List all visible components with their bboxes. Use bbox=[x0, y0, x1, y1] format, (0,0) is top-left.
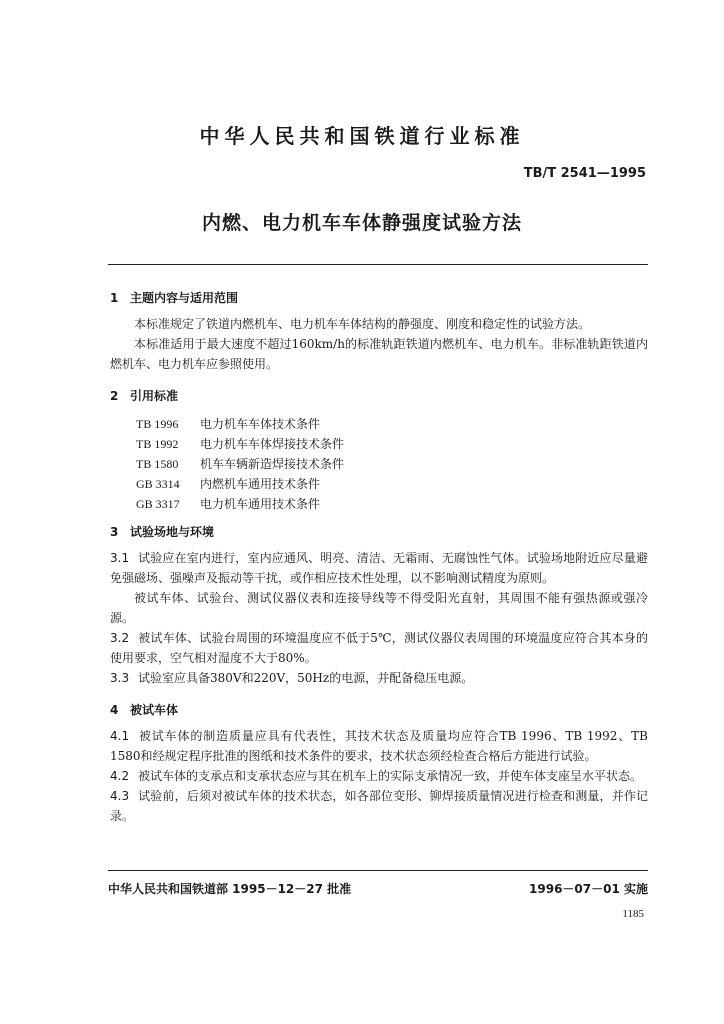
section-title: 主题内容与适用范围 bbox=[130, 291, 239, 305]
clause-4-2 bbox=[110, 766, 648, 786]
clause-text: 试验室应具备380V和220V，50Hz的电源，并配备稳压电源。 bbox=[138, 671, 474, 685]
section-number: 3 bbox=[110, 525, 119, 539]
clause-text: 试验前，后须对被试车体的技术状态，如各部位变形、铆焊接质量情况进行检查和测量，并作记录。 bbox=[110, 789, 648, 823]
reference-list bbox=[136, 414, 648, 514]
standard-number: TB/T 2541—1995 bbox=[523, 166, 646, 181]
reference-item bbox=[136, 434, 648, 454]
reference-item bbox=[136, 454, 648, 474]
section-number: 2 bbox=[110, 389, 119, 403]
clause-number: 4.3 bbox=[110, 789, 130, 803]
approval-line: 中华人民共和国铁道部 1995－12－27 批准 bbox=[108, 882, 352, 896]
reference-item bbox=[136, 474, 648, 494]
clause-3-1-paragraph-2: 被试车体、试验台、测试仪器仪表和连接导线等不得受阳光直射，其周围不能有强热源或强冷源。 bbox=[110, 591, 648, 625]
page-number: 1185 bbox=[622, 908, 644, 920]
document-title: 内燃、电力机车车体静强度试验方法 bbox=[201, 212, 522, 234]
implementation-date: 1996－07－01 实施 bbox=[529, 882, 648, 896]
section-1-paragraph-2: 本标准适用于最大速度不超过160km/h的标准轨距铁道内燃机车、电力机车。非标准轨距铁道内燃机车、电力机车应参照使用。 bbox=[110, 337, 648, 371]
section-number: 4 bbox=[110, 703, 119, 717]
clause-text: 被试车体、试验台周围的环境温度应不低于5℃，测试仪器仪表周围的环境温度应符合其本身的使用要求，空气相对湿度不大于80%。 bbox=[110, 631, 648, 665]
reference-code: GB 3314 bbox=[136, 477, 180, 491]
clause-3-2 bbox=[110, 628, 648, 668]
clause-text: 被试车体的支承点和支承状态应与其在机车上的实际支承情况一致，并使车体支座呈水平状态。 bbox=[138, 769, 643, 783]
clause-text: 试验应在室内进行，室内应通风、明亮、清洁、无霜雨、无腐蚀性气体。试验场地附近应尽量避免强磁场、强噪声及振动等干扰，或作相应技术性处理，以不影响测试精度为原则。 bbox=[110, 551, 648, 585]
clause-4-1 bbox=[110, 726, 648, 766]
clause-number: 3.2 bbox=[110, 631, 130, 645]
reference-title: 电力机车通用技术条件 bbox=[200, 497, 321, 511]
reference-code: TB 1580 bbox=[136, 457, 179, 471]
clause-4-3 bbox=[110, 786, 648, 826]
section-1-paragraph-1: 本标准规定了铁道内燃机车、电力机车车体结构的静强度、刚度和稳定性的试验方法。 bbox=[134, 317, 591, 331]
top-divider bbox=[108, 264, 648, 265]
section-number: 1 bbox=[110, 291, 119, 305]
clause-3-3 bbox=[110, 668, 648, 688]
section-1-heading bbox=[110, 288, 648, 308]
reference-code: GB 3317 bbox=[136, 497, 180, 511]
document-body bbox=[110, 288, 648, 826]
section-title: 试验场地与环境 bbox=[130, 525, 215, 539]
section-4-heading bbox=[110, 700, 648, 720]
reference-title: 电力机车车体技术条件 bbox=[200, 417, 321, 431]
reference-title: 机车车辆新造焊接技术条件 bbox=[200, 457, 345, 471]
reference-title: 内燃机车通用技术条件 bbox=[200, 477, 321, 491]
reference-item bbox=[136, 494, 648, 514]
reference-code: TB 1992 bbox=[136, 437, 179, 451]
clause-number: 3.1 bbox=[110, 551, 130, 565]
reference-code: TB 1996 bbox=[136, 417, 179, 431]
clause-3-1 bbox=[110, 548, 648, 588]
clause-number: 3.3 bbox=[110, 671, 130, 685]
section-2-heading bbox=[110, 386, 648, 406]
section-title: 引用标准 bbox=[130, 389, 179, 403]
clause-text: 被试车体的制造质量应具有代表性，其技术状态及质量均应符合TB 1996、TB 1992、TB 1580和经规定程序批准的图纸和技术条件的要求，技术状态须经检查合格后方能进行试验。 bbox=[110, 729, 648, 763]
reference-title: 电力机车车体焊接技术条件 bbox=[200, 437, 345, 451]
clause-number: 4.1 bbox=[110, 729, 130, 743]
bottom-divider bbox=[108, 870, 648, 871]
reference-item bbox=[136, 414, 648, 434]
clause-number: 4.2 bbox=[110, 769, 130, 783]
section-title: 被试车体 bbox=[130, 703, 179, 717]
org-title: 中华人民共和国铁道行业标准 bbox=[199, 124, 525, 148]
section-3-heading bbox=[110, 522, 648, 542]
